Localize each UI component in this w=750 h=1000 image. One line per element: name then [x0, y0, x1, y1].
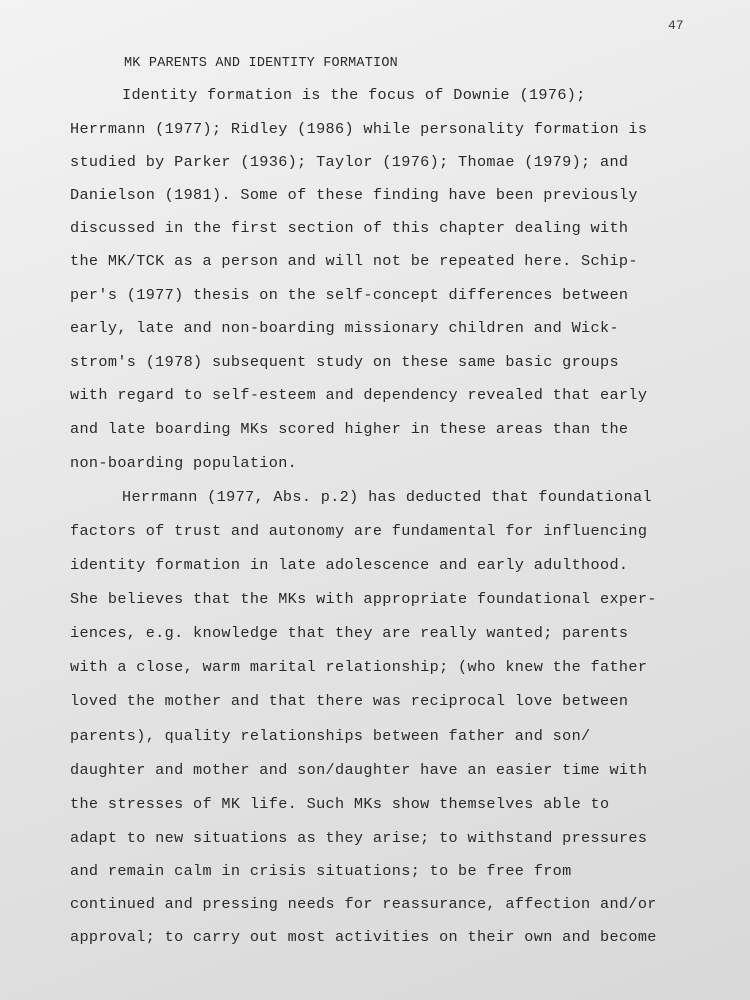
- text-line: parents), quality relationships between father and son/: [70, 727, 591, 745]
- text-line: adapt to new situations as they arise; to withstand pressures: [70, 829, 648, 847]
- text-line: Herrmann (1977); Ridley (1986) while personality formation is: [70, 120, 648, 138]
- text-line: early, late and non-boarding missionary children and Wick-: [70, 319, 619, 337]
- text-line: identity formation in late adolescence and early adulthood.: [70, 556, 629, 574]
- text-line: iences, e.g. knowledge that they are really wanted; parents: [70, 624, 629, 642]
- text-line: daughter and mother and son/daughter have an easier time with: [70, 761, 648, 779]
- text-line: the stresses of MK life. Such MKs show themselves able to: [70, 795, 610, 813]
- text-line: Danielson (1981). Some of these finding have been previously: [70, 186, 638, 204]
- text-line: loved the mother and that there was reciprocal love between: [70, 692, 629, 710]
- text-line: She believes that the MKs with appropriate foundational exper-: [70, 590, 657, 608]
- page-number: 47: [668, 18, 684, 33]
- section-heading: MK PARENTS AND IDENTITY FORMATION: [124, 56, 398, 71]
- text-line: per's (1977) thesis on the self-concept differences between: [70, 286, 629, 304]
- text-line: discussed in the first section of this chapter dealing with: [70, 219, 629, 237]
- text-line: studied by Parker (1936); Taylor (1976); Thomae (1979); and: [70, 153, 629, 171]
- text-line: and remain calm in crisis situations; to be free from: [70, 862, 572, 880]
- text-line: strom's (1978) subsequent study on these same basic groups: [70, 353, 619, 371]
- text-line: with a close, warm marital relationship; (who knew the father: [70, 658, 648, 676]
- text-line: Herrmann (1977, Abs. p.2) has deducted that foundational: [122, 488, 652, 506]
- text-line: with regard to self-esteem and dependency revealed that early: [70, 386, 648, 404]
- text-line: factors of trust and autonomy are fundamental for influencing: [70, 522, 648, 540]
- text-line: continued and pressing needs for reassurance, affection and/or: [70, 895, 657, 913]
- text-line: non-boarding population.: [70, 454, 298, 472]
- text-line: and late boarding MKs scored higher in these areas than the: [70, 420, 629, 438]
- text-line: the MK/TCK as a person and will not be repeated here. Schip-: [70, 252, 638, 270]
- text-line: Identity formation is the focus of Downie (1976);: [122, 86, 586, 104]
- text-line: approval; to carry out most activities on their own and become: [70, 928, 657, 946]
